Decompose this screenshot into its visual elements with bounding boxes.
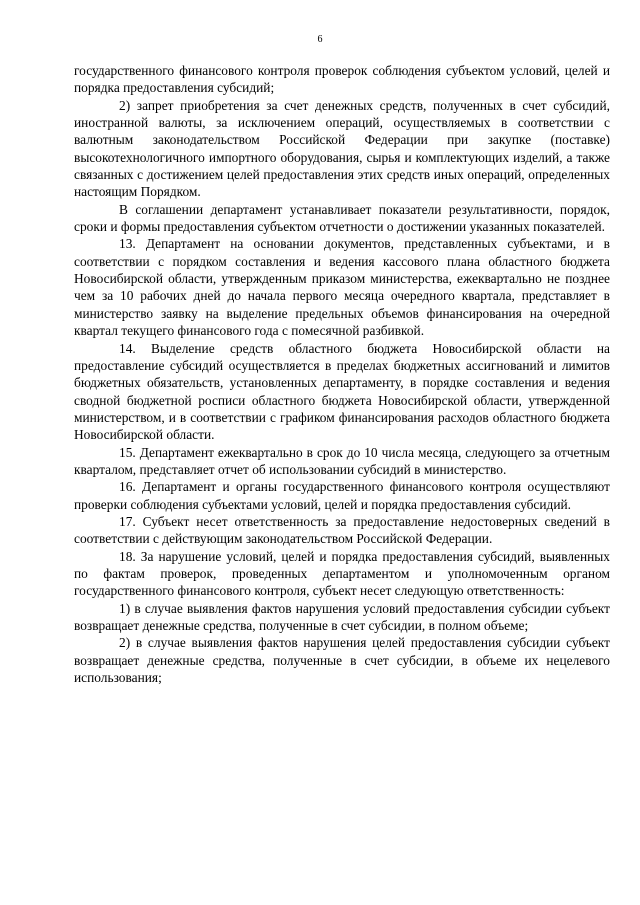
paragraph-18: 18. За нарушение условий, целей и порядка предоставления субсидий, выявленных по фактам проверок, проведенных департаментом и уполномоченным органом государственного финансового контроля, субъект несет следующую ответственность: xyxy=(74,548,610,599)
paragraph-14: 14. Выделение средств областного бюджета Новосибирской области на предоставление субсидий осуществляется в пределах бюджетных ассигнований и лимитов бюджетных обязательств, установленных департаменту, в порядке составления и ведения сводной бюджетной росписи областного бюджета Новосибирской области, утвержденной министерством, и в соответствии с графиком финансирования расходов областного бюджета Новосибирской области. xyxy=(74,340,610,443)
paragraph-15: 15. Департамент ежеквартально в срок до 10 числа месяца, следующего за отчетным кварталом, представляет отчет об использовании субсидий в министерство. xyxy=(74,444,610,477)
paragraph-item-2: 2) запрет приобретения за счет денежных средств, полученных в счет субсидий, иностранной валюты, за исключением операций, осуществляемых в соответствии с валютным законодательством Российской Федерации при закупке (поставке) высокотехнологичного импортного оборудования, сырья и комплектующих изделий, а также связанных с достижением целей предоставления этих средств иных операций, определенных настоящим Порядком. xyxy=(74,97,610,200)
paragraph-18-item-2: 2) в случае выявления фактов нарушения целей предоставления субсидии субъект возвращает денежные средства, полученные в счет субсидии, в объеме их нецелевого использования; xyxy=(74,635,610,686)
paragraph-18-item-1: 1) в случае выявления фактов нарушения условий предоставления субсидии субъект возвращает денежные средства, полученные в счет субсидии, в полном объеме; xyxy=(74,600,610,633)
paragraph-agreement: В соглашении департамент устанавливает показатели результативности, порядок, сроки и формы предоставления субъектом отчетности о достижении указанных показателей. xyxy=(74,201,610,235)
document-body xyxy=(74,62,610,686)
paragraph-continuation: государственного финансового контроля проверок соблюдения субъектом условий, целей и порядка предоставления субсидий; xyxy=(74,63,610,96)
paragraph-16: 16. Департамент и органы государственного финансового контроля осуществляют проверки соблюдения субъектами условий, целей и порядка предоставления субсидий. xyxy=(74,479,610,512)
page-number: 6 xyxy=(317,34,323,45)
paragraph-13: 13. Департамент на основании документов, представленных субъектами, и в соответствии с порядком составления и ведения кассового плана областного бюджета Новосибирской области, утвержденным приказом министерства, ежеквартально не позднее чем за 10 рабочих дней до начала первого месяца очередного квартала, представляет в министерство заявку на выделение предельных объемов финансирования на очередной квартал текущего финансового года с помесячной разбивкой. xyxy=(74,236,610,339)
paragraph-17: 17. Субъект несет ответственность за предоставление недостоверных сведений в соответствии с действующим законодательством Российской Федерации. xyxy=(74,513,610,547)
